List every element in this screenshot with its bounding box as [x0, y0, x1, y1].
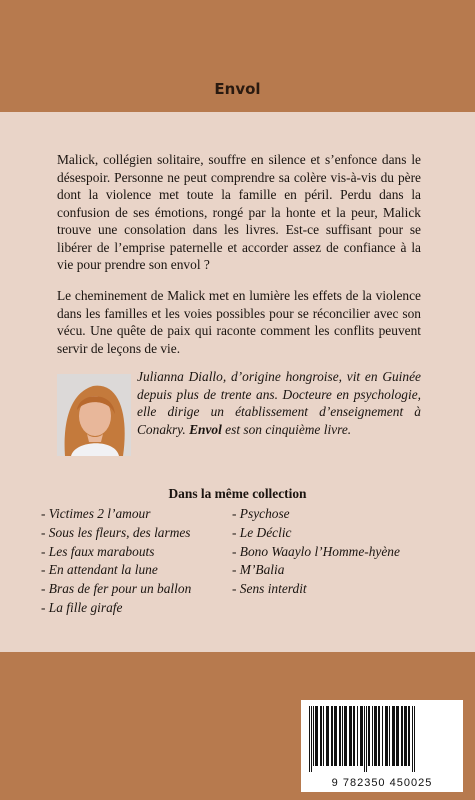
- barcode-bar: [331, 706, 333, 766]
- barcode-bar: [344, 706, 347, 766]
- collection-item: - En attendant la lune: [41, 562, 158, 578]
- barcode-bar: [374, 706, 377, 766]
- barcode-bar: [339, 706, 341, 766]
- barcode-bars: [301, 700, 463, 778]
- barcode-bar: [382, 706, 383, 766]
- barcode-bar: [401, 706, 403, 766]
- collection-item: - Sens interdit: [232, 581, 307, 597]
- book-title: Envol: [214, 80, 261, 98]
- barcode-bar: [364, 706, 365, 772]
- collection-item: - Psychose: [232, 506, 290, 521]
- collection-item: - Bono Waaylo l’Homme-hyène: [232, 543, 400, 559]
- barcode-bar: [372, 706, 373, 766]
- barcode-bar: [404, 706, 407, 766]
- barcode-bar: [349, 706, 352, 766]
- collection-list-left: [41, 505, 191, 618]
- barcode-bar: [309, 706, 310, 772]
- collection-heading: Dans la même collection: [168, 486, 307, 501]
- barcode-bar: [392, 706, 395, 766]
- barcode-bar: [313, 706, 314, 766]
- author-bio-ending: est son cinquième livre.: [221, 421, 352, 437]
- barcode-bar: [334, 706, 337, 766]
- barcode-bar: [389, 706, 390, 766]
- barcode-bar: [368, 706, 370, 766]
- barcode-bar: [342, 706, 343, 766]
- barcode-bar: [357, 706, 358, 766]
- collection-item: - M’Balia: [232, 562, 285, 578]
- barcode-bar: [414, 706, 415, 772]
- barcode-bar: [311, 706, 312, 772]
- collection-item: - Victimes 2 l’amour: [41, 506, 151, 521]
- barcode-bar: [408, 706, 410, 766]
- collection-item: - Le Déclic: [232, 524, 292, 540]
- barcode-bar: [320, 706, 322, 766]
- barcode-bar: [326, 706, 329, 766]
- blurb-paragraph-2: Le cheminement de Malick met en lumière les effets de la violence dans les familles et les voies possibles pour se réconcilier avec son vécu. Une quête de paix qui raconte comment les conflits peuvent servir de leçons de vie.: [57, 288, 421, 356]
- barcode-bar: [360, 706, 363, 766]
- author-bio: [137, 368, 421, 438]
- collection-item: - Les faux marabouts: [41, 543, 155, 559]
- collection-item: - La fille girafe: [41, 599, 123, 615]
- collection-item: - Bras de fer pour un ballon: [41, 581, 192, 597]
- barcode-bar: [366, 706, 367, 772]
- author-bio-text: Julianna Diallo, d’origine hongroise, vit en Guinée depuis plus de trente ans. Docteure en psychologie, elle dirige un établissement d’enseignement à Conakry.: [137, 369, 421, 437]
- blurb-paragraph-1: Malick, collégien solitaire, souffre en silence et s’enfonce dans le désespoir. Personne ne peut comprendre sa colère vis-à-vis du père dont la violence met toute la famille en péril. Perdu dans la confusion de ses émotions, rongé par la honte et la peur, Malick trouve une consolation dans les livres. Est-ce suffisant pour se libérer de l’emprise paternelle et accorder assez de confiance à la vie pour prendre son envol ?: [57, 152, 421, 272]
- barcode-bar: [353, 706, 355, 766]
- isbn-digits: 9 782350 450025: [331, 777, 433, 789]
- barcode-bar: [385, 706, 388, 766]
- collection-item: - Sous les fleurs, des larmes: [41, 524, 191, 540]
- barcode-bar: [412, 706, 413, 772]
- barcode-bar: [378, 706, 380, 766]
- isbn-barcode: [301, 700, 463, 792]
- collection-list-right: [232, 505, 400, 599]
- barcode-bar: [323, 706, 324, 766]
- barcode-bar: [396, 706, 399, 766]
- barcode-bar: [315, 706, 318, 766]
- author-photo: [57, 374, 131, 456]
- author-bio-book-title: Envol: [189, 421, 222, 437]
